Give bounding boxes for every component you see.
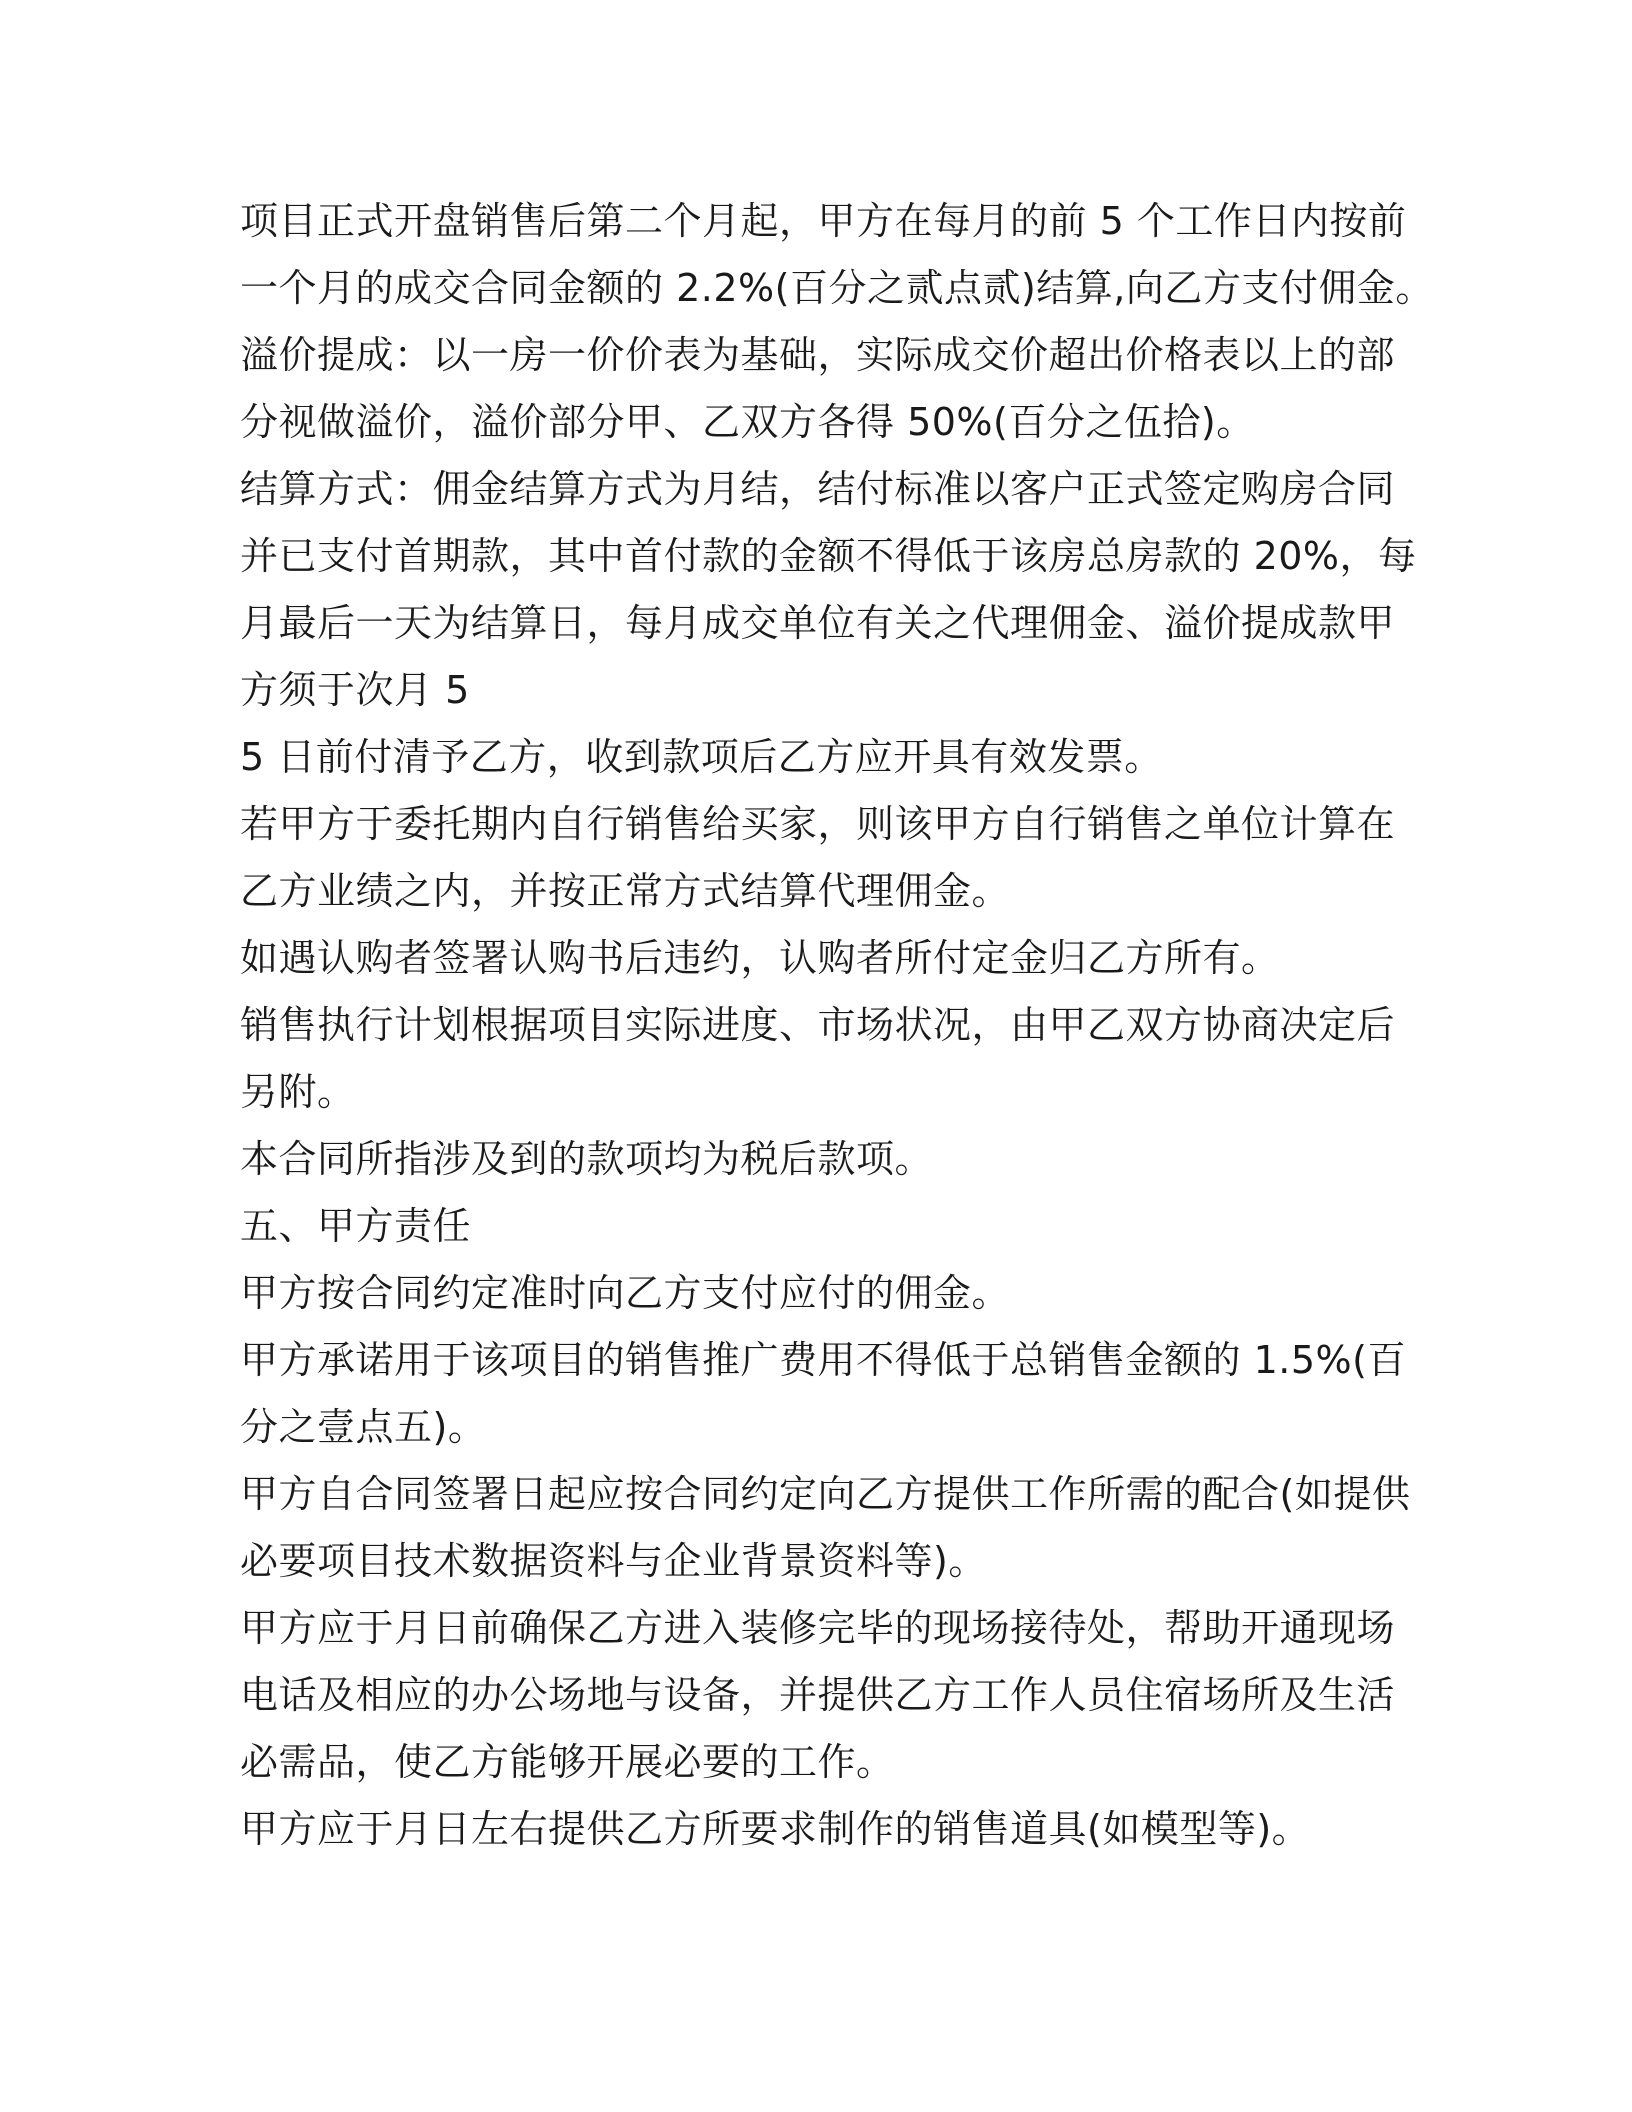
text-line: 5 日前付清予乙方，收到款项后乙方应开具有效发票。	[240, 735, 1163, 779]
text-line: 甲方自合同签署日起应按合同约定向乙方提供工作所需的配合(如提供	[240, 1472, 1411, 1516]
text-line: 月最后一天为结算日，每月成交单位有关之代理佣金、溢价提成款甲	[240, 601, 1396, 645]
text-line: 项目正式开盘销售后第二个月起，甲方在每月的前 5 个工作日内按前	[240, 199, 1407, 243]
text-line: 甲方应于月日前确保乙方进入装修完毕的现场接待处，帮助开通现场	[240, 1606, 1396, 1650]
text-line: 甲方应于月日左右提供乙方所要求制作的销售道具(如模型等)。	[240, 1807, 1311, 1851]
text-line: 结算方式：佣金结算方式为月结，结付标准以客户正式签定购房合同	[240, 467, 1396, 511]
section-heading: 五、甲方责任	[240, 1204, 472, 1248]
text-line: 甲方承诺用于该项目的销售推广费用不得低于总销售金额的 1.5%(百	[240, 1338, 1406, 1382]
document-body	[240, 188, 1434, 1863]
text-line: 必要项目技术数据资料与企业背景资料等)。	[240, 1539, 987, 1583]
text-line: 如遇认购者签署认购书后违约，认购者所付定金归乙方所有。	[240, 936, 1280, 980]
text-line: 电话及相应的办公场地与设备，并提供乙方工作人员住宿场所及生活	[240, 1673, 1396, 1717]
text-line: 方须于次月 5	[240, 668, 470, 712]
text-line: 甲方按合同约定准时向乙方支付应付的佣金。	[240, 1271, 1011, 1315]
text-line: 本合同所指涉及到的款项均为税后款项。	[240, 1137, 934, 1181]
text-line: 溢价提成：以一房一价价表为基础，实际成交价超出价格表以上的部	[240, 333, 1396, 377]
text-line: 乙方业绩之内，并按正常方式结算代理佣金。	[240, 869, 1011, 913]
text-line: 若甲方于委托期内自行销售给买家，则该甲方自行销售之单位计算在	[240, 802, 1396, 846]
text-line: 分视做溢价，溢价部分甲、乙双方各得 50%(百分之伍拾)。	[240, 400, 1255, 444]
text-line: 另附。	[240, 1070, 356, 1114]
text-line: 并已支付首期款，其中首付款的金额不得低于该房总房款的 20%，每	[240, 534, 1417, 578]
text-line: 必需品，使乙方能够开展必要的工作。	[240, 1740, 895, 1784]
text-line: 一个月的成交合同金额的 2.2%(百分之贰点贰)结算,向乙方支付佣金。	[240, 266, 1434, 310]
text-line: 销售执行计划根据项目实际进度、市场状况，由甲乙双方协商决定后	[240, 1003, 1396, 1047]
text-line: 分之壹点五)。	[240, 1405, 487, 1449]
